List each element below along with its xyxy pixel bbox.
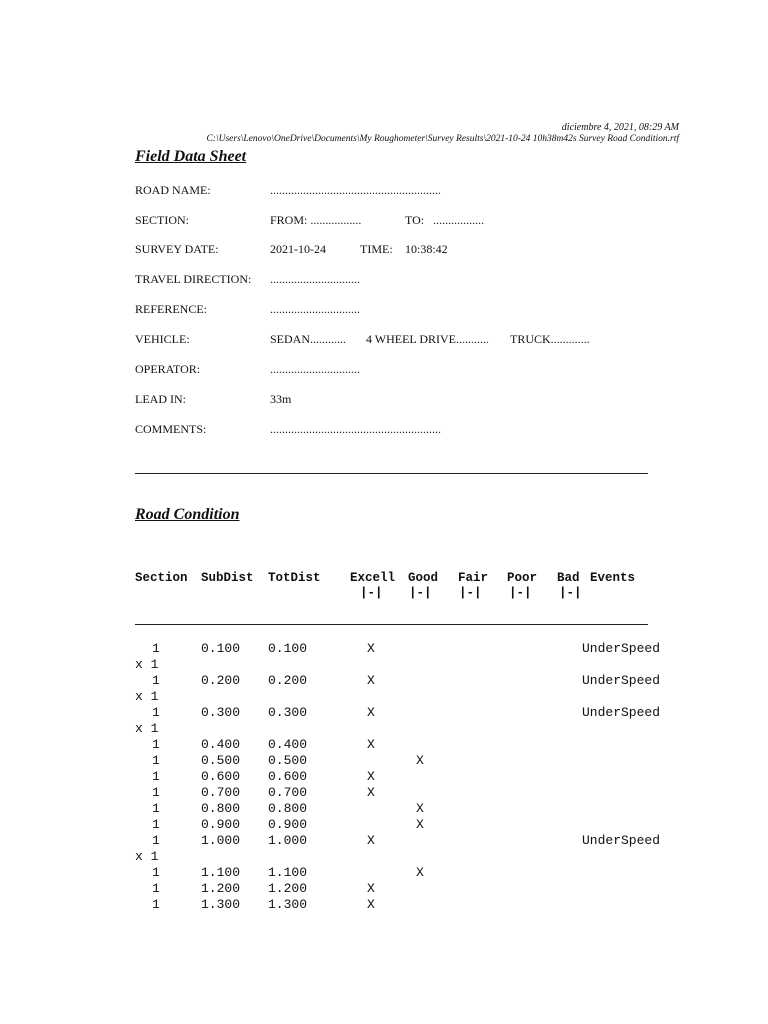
section-from xyxy=(270,213,361,228)
operator-value: .............................. xyxy=(270,362,360,376)
col-poor: Poor xyxy=(507,571,538,585)
cell-event: UnderSpeed xyxy=(582,833,661,848)
travel-direction-value: .............................. xyxy=(270,272,360,286)
event-count: x 1 xyxy=(135,721,159,736)
col-fair: Fair xyxy=(458,571,489,585)
col-poor-sub: |-| xyxy=(509,586,532,600)
cell-excell: X xyxy=(367,673,375,688)
cell-section: 1 xyxy=(152,897,160,912)
cell-section: 1 xyxy=(152,769,160,784)
cell-subdist: 0.600 xyxy=(201,769,241,784)
time-label: TIME: xyxy=(360,242,393,256)
col-events: Events xyxy=(590,571,636,585)
table-row xyxy=(135,865,695,881)
section-to xyxy=(405,213,484,228)
cell-excell: X xyxy=(367,785,375,800)
lead-in-label: LEAD IN: xyxy=(135,392,186,406)
cell-subdist: 0.800 xyxy=(201,801,241,816)
cell-subdist: 0.400 xyxy=(201,737,241,752)
event-count: x 1 xyxy=(135,689,159,704)
cell-totdist: 1.000 xyxy=(268,833,308,848)
table-row xyxy=(135,769,695,785)
table-divider xyxy=(135,624,648,625)
field-data-sheet-title: Field Data Sheet xyxy=(135,148,247,165)
section-label: SECTION: xyxy=(135,213,189,227)
divider xyxy=(135,473,648,474)
cell-section: 1 xyxy=(152,833,160,848)
cell-subdist: 1.100 xyxy=(201,865,241,880)
cell-subdist: 0.100 xyxy=(201,641,241,656)
col-good: Good xyxy=(408,571,439,585)
cell-good: X xyxy=(416,865,424,880)
survey-date-value: 2021-10-24 xyxy=(270,242,326,256)
cell-excell: X xyxy=(367,897,375,912)
event-count: x 1 xyxy=(135,657,159,672)
cell-subdist: 0.200 xyxy=(201,673,241,688)
cell-totdist: 0.100 xyxy=(268,641,308,656)
time-value: 10:38:42 xyxy=(405,242,448,256)
cell-section: 1 xyxy=(152,881,160,896)
road-name-value: ......................................................... xyxy=(270,183,441,197)
vehicle-label: VEHICLE: xyxy=(135,332,190,346)
table-row xyxy=(135,673,695,689)
cell-totdist: 0.800 xyxy=(268,801,308,816)
cell-good: X xyxy=(416,817,424,832)
cell-excell: X xyxy=(367,705,375,720)
table-row xyxy=(135,801,695,817)
from-value: ................. xyxy=(310,213,362,227)
cell-good: X xyxy=(416,753,424,768)
cell-totdist: 1.300 xyxy=(268,897,308,912)
vehicle-truck: TRUCK............. xyxy=(510,332,590,346)
cell-totdist: 1.200 xyxy=(268,881,308,896)
col-subdist: SubDist xyxy=(201,571,254,585)
cell-subdist: 1.200 xyxy=(201,881,241,896)
table-row xyxy=(135,833,695,849)
cell-subdist: 0.900 xyxy=(201,817,241,832)
cell-section: 1 xyxy=(152,641,160,656)
cell-totdist: 0.900 xyxy=(268,817,308,832)
cell-section: 1 xyxy=(152,753,160,768)
event-count: x 1 xyxy=(135,849,159,864)
cell-subdist: 1.300 xyxy=(201,897,241,912)
vehicle-4wd: 4 WHEEL DRIVE........... xyxy=(366,332,489,346)
cell-section: 1 xyxy=(152,673,160,688)
comments-label: COMMENTS: xyxy=(135,422,207,436)
cell-totdist: 0.200 xyxy=(268,673,308,688)
table-row xyxy=(135,817,695,833)
col-bad-sub: |-| xyxy=(559,586,582,600)
travel-direction-label: TRAVEL DIRECTION: xyxy=(135,272,252,286)
to-value: ................. xyxy=(433,213,485,227)
cell-totdist: 0.700 xyxy=(268,785,308,800)
table-row xyxy=(135,753,695,769)
col-section: Section xyxy=(135,571,188,585)
cell-section: 1 xyxy=(152,737,160,752)
cell-subdist: 1.000 xyxy=(201,833,241,848)
col-fair-sub: |-| xyxy=(459,586,482,600)
cell-section: 1 xyxy=(152,865,160,880)
cell-totdist: 0.600 xyxy=(268,769,308,784)
comments-value: ......................................................... xyxy=(270,422,441,436)
col-totdist: TotDist xyxy=(268,571,321,585)
print-date: diciembre 4, 2021, 08:29 AM xyxy=(561,122,679,133)
table-row xyxy=(135,641,695,657)
col-good-sub: |-| xyxy=(409,586,432,600)
cell-subdist: 0.700 xyxy=(201,785,241,800)
reference-label: REFERENCE: xyxy=(135,302,208,316)
cell-event: UnderSpeed xyxy=(582,705,661,720)
road-condition-title: Road Condition xyxy=(135,506,240,523)
table-row xyxy=(135,737,695,753)
cell-good: X xyxy=(416,801,424,816)
cell-section: 1 xyxy=(152,801,160,816)
cell-totdist: 0.400 xyxy=(268,737,308,752)
col-excell: Excell xyxy=(350,571,396,585)
cell-totdist: 0.500 xyxy=(268,753,308,768)
cell-section: 1 xyxy=(152,705,160,720)
cell-excell: X xyxy=(367,769,375,784)
file-path: C:\Users\Lenovo\OneDrive\Documents\My Roughometer\Survey Results\2021-10-24 10h38m42s Survey Road Condition.rtf xyxy=(206,134,679,144)
cell-event: UnderSpeed xyxy=(582,673,661,688)
col-excell-sub: |-| xyxy=(360,586,383,600)
cell-totdist: 1.100 xyxy=(268,865,308,880)
cell-section: 1 xyxy=(152,817,160,832)
survey-date-label: SURVEY DATE: xyxy=(135,242,219,256)
cell-excell: X xyxy=(367,737,375,752)
lead-in-value: 33m xyxy=(270,392,292,406)
cell-totdist: 0.300 xyxy=(268,705,308,720)
cell-excell: X xyxy=(367,833,375,848)
reference-value: .............................. xyxy=(270,302,360,316)
cell-excell: X xyxy=(367,881,375,896)
vehicle-sedan: SEDAN............ xyxy=(270,332,347,346)
to-label: TO: xyxy=(405,213,425,227)
cell-excell: X xyxy=(367,641,375,656)
table-row xyxy=(135,785,695,801)
operator-label: OPERATOR: xyxy=(135,362,201,376)
road-name-label: ROAD NAME: xyxy=(135,183,211,197)
cell-event: UnderSpeed xyxy=(582,641,661,656)
cell-subdist: 0.500 xyxy=(201,753,241,768)
from-label: FROM: xyxy=(270,213,308,227)
table-row xyxy=(135,881,695,897)
table-row xyxy=(135,705,695,721)
cell-section: 1 xyxy=(152,785,160,800)
col-bad: Bad xyxy=(557,571,580,585)
cell-subdist: 0.300 xyxy=(201,705,241,720)
table-row xyxy=(135,897,695,913)
